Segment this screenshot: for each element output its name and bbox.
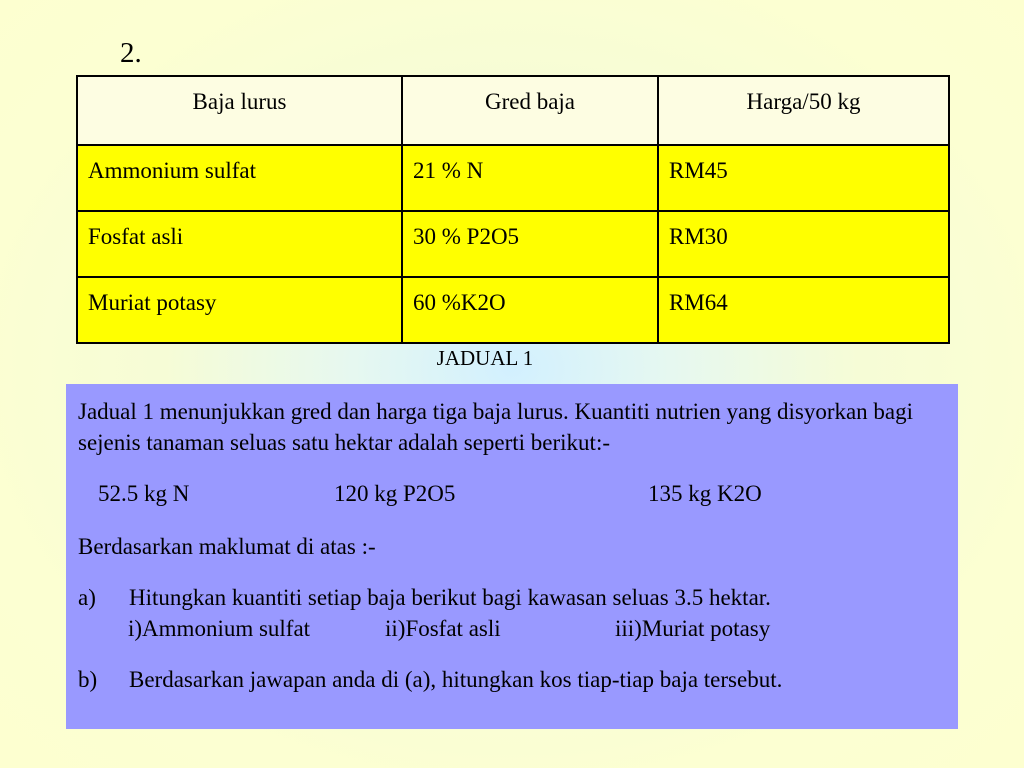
cell-fertilizer-grade: 21 % N xyxy=(402,145,658,211)
slide-number: 2. xyxy=(120,37,142,69)
question-part-a xyxy=(78,582,946,613)
subitem-muriat-potasy: iii)Muriat potasy xyxy=(615,616,771,641)
fertilizer-table xyxy=(76,75,948,342)
question-part-b xyxy=(78,664,946,695)
nutrient-value-p2o5: 120 kg P2O5 xyxy=(334,481,456,506)
subitem-fosfat-asli: ii)Fosfat asli xyxy=(385,616,501,641)
table-row xyxy=(77,277,949,343)
cell-fertilizer-grade: 60 %K2O xyxy=(402,277,658,343)
question-berdasarkan: Berdasarkan maklumat di atas :- xyxy=(78,534,376,559)
cell-fertilizer-price: RM45 xyxy=(658,145,949,211)
header-gred-baja: Gred baja xyxy=(402,76,658,145)
part-a-marker: a) xyxy=(78,585,96,610)
header-baja-lurus: Baja lurus xyxy=(77,76,402,145)
part-b-marker: b) xyxy=(78,667,98,692)
nutrient-values xyxy=(78,478,946,509)
question-box xyxy=(66,384,958,729)
cell-fertilizer-grade: 30 % P2O5 xyxy=(402,211,658,277)
cell-fertilizer-name: Fosfat asli xyxy=(77,211,402,277)
cell-fertilizer-name: Muriat potasy xyxy=(77,277,402,343)
nutrient-value-k2o: 135 kg K2O xyxy=(648,481,762,506)
part-a-subitems xyxy=(78,613,946,644)
question-intro: Jadual 1 menunjukkan gred dan harga tiga baja lurus. Kuantiti nutrien yang disyorkan bagi sejenis tanaman seluas satu hektar adalah seperti berikut:- xyxy=(78,399,914,455)
table-row xyxy=(77,145,949,211)
table-header-row xyxy=(77,76,949,145)
cell-fertilizer-price: RM30 xyxy=(658,211,949,277)
table-caption: JADUAL 1 xyxy=(436,346,534,370)
fertilizer-table-grid xyxy=(76,75,950,344)
cell-fertilizer-price: RM64 xyxy=(658,277,949,343)
header-harga: Harga/50 kg xyxy=(658,76,949,145)
part-b-text: Berdasarkan jawapan anda di (a), hitungkan kos tiap-tiap baja tersebut. xyxy=(129,667,783,692)
table-row xyxy=(77,211,949,277)
part-a-text: Hitungkan kuantiti setiap baja berikut bagi kawasan seluas 3.5 hektar. xyxy=(129,585,771,610)
cell-fertilizer-name: Ammonium sulfat xyxy=(77,145,402,211)
nutrient-value-n: 52.5 kg N xyxy=(98,481,190,506)
subitem-ammonium-sulfat: i)Ammonium sulfat xyxy=(128,616,311,641)
